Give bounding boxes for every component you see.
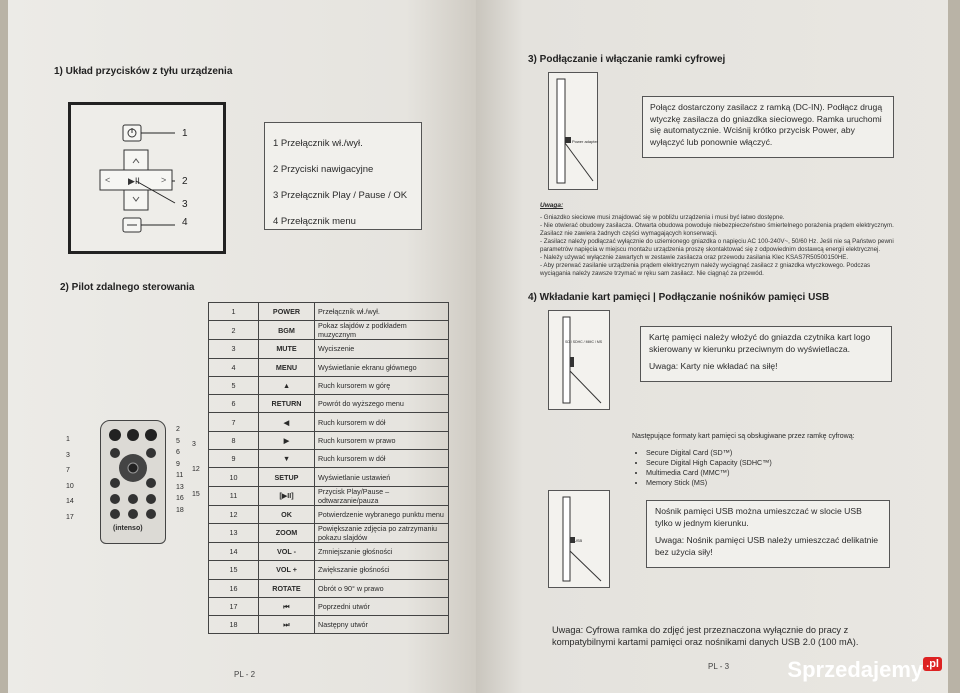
- card-instructions-text: Kartę pamięci należy włożyć do gniazda czytnika kart logo skierowany w kierunku przeciwnym do wyświetlacza.: [649, 332, 871, 354]
- row-number: 5: [209, 376, 259, 394]
- remote-key: [▶II]: [259, 486, 315, 505]
- key-description: Ruch kursorem w prawo: [315, 431, 449, 449]
- final-note: Uwaga: Cyfrowa ramka do zdjęć jest przeznaczona wyłącznie do pracy z kompatybilnymi kartami pamięci oraz nośnikami danych USB 2.0 (100 mA).: [552, 625, 859, 647]
- table-row: [209, 413, 449, 431]
- navigation-buttons-icon: [71, 105, 223, 251]
- key-description: Przycisk Play/Pause – odtwarzanie/pauza: [315, 486, 449, 505]
- remote-key: ⏮: [259, 597, 315, 615]
- remote-number: 2: [176, 426, 180, 433]
- remote-key: ▼: [259, 450, 315, 468]
- remote-function-table: [208, 302, 449, 634]
- key-description: Wyciszenie: [315, 340, 449, 358]
- table-row: [209, 303, 449, 321]
- table-row: [209, 616, 449, 634]
- svg-text:>: >: [161, 175, 167, 185]
- page-number-right: PL - 3: [708, 662, 730, 671]
- row-number: 2: [209, 321, 259, 340]
- remote-number: 5: [176, 437, 180, 445]
- table-row: [209, 505, 449, 523]
- usb-instructions-text: Nośnik pamięci USB można umieszczać w slocie USB tylko w jednym kierunku.: [655, 506, 862, 528]
- key-description: Ruch kursorem w dół: [315, 413, 449, 431]
- row-number: 16: [209, 579, 259, 597]
- table-row: [209, 468, 449, 486]
- remote-number: 14: [66, 498, 74, 505]
- table-row: [209, 486, 449, 505]
- uwaga-title: Uwaga:: [540, 202, 564, 209]
- row-number: 14: [209, 542, 259, 560]
- card-slot-icon: [549, 311, 611, 411]
- remote-number: 3: [66, 451, 70, 459]
- remote-left-numbers: [66, 432, 74, 525]
- table-row: [209, 395, 449, 413]
- table-row: [209, 358, 449, 376]
- remote-key: ROTATE: [259, 579, 315, 597]
- remote-key: MUTE: [259, 340, 315, 358]
- table-row: [209, 340, 449, 358]
- usb-warning: Uwaga: Nośnik pamięci USB należy umieszczać delikatnie bez użycia siły!: [655, 535, 879, 557]
- button-legend: [264, 122, 422, 230]
- device-back-diagram: [68, 102, 226, 254]
- row-number: 13: [209, 523, 259, 542]
- row-number: 3: [209, 340, 259, 358]
- power-adapter-label: Power adapter: [572, 139, 599, 144]
- uwaga-item: - Należy używać wyłącznie zawartych w zestawie zasilacza oraz przewodu zasilania Klec KSAS7R50500150HE.: [540, 254, 849, 261]
- uwaga-item: - Nie otwierać obudowy zasilacza. Otwarta obudowa powoduje niebezpieczeństwo śmiertelnego porażenia prądem elektrycznym. Zasilacz nie zawiera żadnych części wymagających konserwacji.: [540, 222, 894, 237]
- legend-item: 1 Przełącznik wł./wył.: [273, 138, 363, 149]
- key-description: Przełącznik wł./wył.: [315, 303, 449, 321]
- remote-brand: (intenso): [113, 525, 143, 532]
- remote-number: 18: [176, 506, 184, 514]
- format-item: • Secure Digital Card (SD™): [646, 448, 772, 458]
- frame-side-icon: [549, 73, 599, 191]
- row-number: 17: [209, 597, 259, 615]
- key-description: Powrót do wyższego menu: [315, 395, 449, 413]
- section3-title: 3) Podłączanie i włączanie ramki cyfrowej: [528, 54, 726, 65]
- format-item: • Multimedia Card (MMC™): [646, 468, 772, 478]
- key-description: Pokaz slajdów z podkładem muzycznym: [315, 321, 449, 340]
- remote-key: POWER: [259, 303, 315, 321]
- legend-item: 3 Przełącznik Play / Pause / OK: [273, 190, 408, 201]
- remote-key: ZOOM: [259, 523, 315, 542]
- remote-key: RETURN: [259, 395, 315, 413]
- frame-side-diagram-power: [548, 72, 598, 190]
- remote-number: 1: [66, 436, 70, 443]
- remote-number: 15: [192, 491, 200, 498]
- callout-4: 4: [182, 217, 188, 228]
- key-description: Wyświetlanie ekranu głównego: [315, 358, 449, 376]
- remote-key: OK: [259, 505, 315, 523]
- remote-key: ▶: [259, 431, 315, 449]
- remote-number: 17: [66, 513, 74, 521]
- key-description: Powiększanie zdjęcia po zatrzymaniu pokazu slajdów: [315, 523, 449, 542]
- remote-key: SETUP: [259, 468, 315, 486]
- table-row: [209, 561, 449, 579]
- key-description: Wyświetlanie ustawień: [315, 468, 449, 486]
- format-item: • Secure Digital High Capacity (SDHC™): [646, 458, 772, 468]
- svg-text:<: <: [105, 175, 111, 185]
- callout-3: 3: [182, 199, 188, 210]
- watermark-text: Sprzedajemy: [787, 657, 924, 682]
- row-number: 15: [209, 561, 259, 579]
- uwaga-list: [540, 214, 900, 278]
- format-item: • Memory Stick (MS): [646, 478, 772, 488]
- remote-number: 9: [176, 460, 180, 468]
- remote-number: 11: [176, 472, 184, 479]
- section3-instructions: Połącz dostarczony zasilacz z ramką (DC-IN). Podłącz drugą wtyczkę zasilacza do gniazdka sieciowego. Ramka uruchomi się automatycznie. Wciśnij krótko przycisk Power, aby wyłączyć lub ponownie włączyć.: [642, 96, 894, 158]
- key-description: Poprzedni utwór: [315, 597, 449, 615]
- remote-key: ▲: [259, 376, 315, 394]
- svg-text:▶II: ▶II: [128, 176, 140, 186]
- watermark-tld: .pl: [923, 657, 942, 671]
- row-number: 7: [209, 413, 259, 431]
- key-description: Ruch kursorem w dół: [315, 450, 449, 468]
- uwaga-item: - Aby przerwać zasilanie urządzenia prądem elektrycznym należy wyciągnąć zasilacz z gniazdka wtyczkowego. Podczas wyciągania należy zawsze trzymać w ręku sam zasilacz. Nie ciągnąć za przewód.: [540, 262, 871, 277]
- section4-title: 4) Wkładanie kart pamięci | Podłączanie nośników pamięci USB: [528, 292, 830, 303]
- formats-list: [632, 448, 772, 488]
- key-description: Ruch kursorem w górę: [315, 376, 449, 394]
- formats-intro: Następujące formaty kart pamięci są obsługiwane przez ramkę cyfrową:: [632, 433, 855, 440]
- legend-item: 2 Przyciski nawigacyjne: [273, 164, 374, 175]
- watermark-logo: [787, 657, 942, 683]
- left-page: [8, 0, 476, 693]
- table-row: [209, 431, 449, 449]
- legend-item: 4 Przełącznik menu: [273, 216, 356, 227]
- callout-2: 2: [182, 176, 188, 187]
- row-number: 4: [209, 358, 259, 376]
- remote-number: 7: [66, 467, 70, 474]
- remote-key: ◀: [259, 413, 315, 431]
- remote-number: 6: [176, 449, 180, 456]
- row-number: 8: [209, 431, 259, 449]
- table-row: [209, 579, 449, 597]
- table-row: [209, 597, 449, 615]
- table-row: [209, 542, 449, 560]
- table-row: [209, 523, 449, 542]
- uwaga-item: - Zasilacz należy podłączać wyłącznie do uziemionego gniazdka o napięciu AC 100-240V~, 50/60 Hz. Jeśli nie są Państwo pewni parametrów napięcia w miejscu montażu urządzenia proszę skontaktować się z odpowiednim dostawcą energii elektrycznej.: [540, 238, 894, 253]
- remote-key: BGM: [259, 321, 315, 340]
- row-number: 6: [209, 395, 259, 413]
- remote-number: 10: [66, 482, 74, 490]
- table-row: [209, 450, 449, 468]
- remote-control-drawing: [100, 420, 166, 544]
- callout-1: 1: [182, 128, 188, 139]
- row-number: 10: [209, 468, 259, 486]
- row-number: 11: [209, 486, 259, 505]
- uwaga-item: - Gniazdko sieciowe musi znajdować się w pobliżu urządzenia i musi być łatwo dostępne.: [540, 214, 785, 221]
- table-row: [209, 376, 449, 394]
- row-number: 9: [209, 450, 259, 468]
- right-page: [476, 0, 948, 693]
- key-description: Potwierdzenie wybranego punktu menu: [315, 505, 449, 523]
- remote-key: ⏭: [259, 616, 315, 634]
- remote-number: 13: [176, 483, 184, 491]
- remote-key: MENU: [259, 358, 315, 376]
- remote-number: 16: [176, 495, 184, 502]
- card-slot-label: SD / SDHC / MMC / MS: [565, 340, 603, 344]
- remote-number: 3: [192, 441, 196, 448]
- section2-title: 2) Pilot zdalnego sterowania: [60, 282, 195, 293]
- card-warning: Uwaga: Karty nie wkładać na siłę!: [649, 361, 778, 371]
- usb-label: USB: [574, 538, 583, 543]
- card-instructions: [640, 326, 892, 382]
- remote-key: VOL +: [259, 561, 315, 579]
- key-description: Obrót o 90° w prawo: [315, 579, 449, 597]
- key-description: Następny utwór: [315, 616, 449, 634]
- frame-side-diagram-card: [548, 310, 610, 410]
- remote-right-numbers: [176, 424, 184, 516]
- key-description: Zwiększanie głośności: [315, 561, 449, 579]
- row-number: 12: [209, 505, 259, 523]
- page-number-left: PL - 2: [234, 670, 256, 679]
- remote-right-numbers-2: [192, 432, 200, 507]
- remote-key: VOL -: [259, 542, 315, 560]
- usb-instructions: [646, 500, 890, 568]
- row-number: 1: [209, 303, 259, 321]
- row-number: 18: [209, 616, 259, 634]
- section1-title: 1) Układ przycisków z tyłu urządzenia: [54, 66, 233, 77]
- remote-number: 12: [192, 466, 200, 473]
- table-row: [209, 321, 449, 340]
- key-description: Zmniejszanie głośności: [315, 542, 449, 560]
